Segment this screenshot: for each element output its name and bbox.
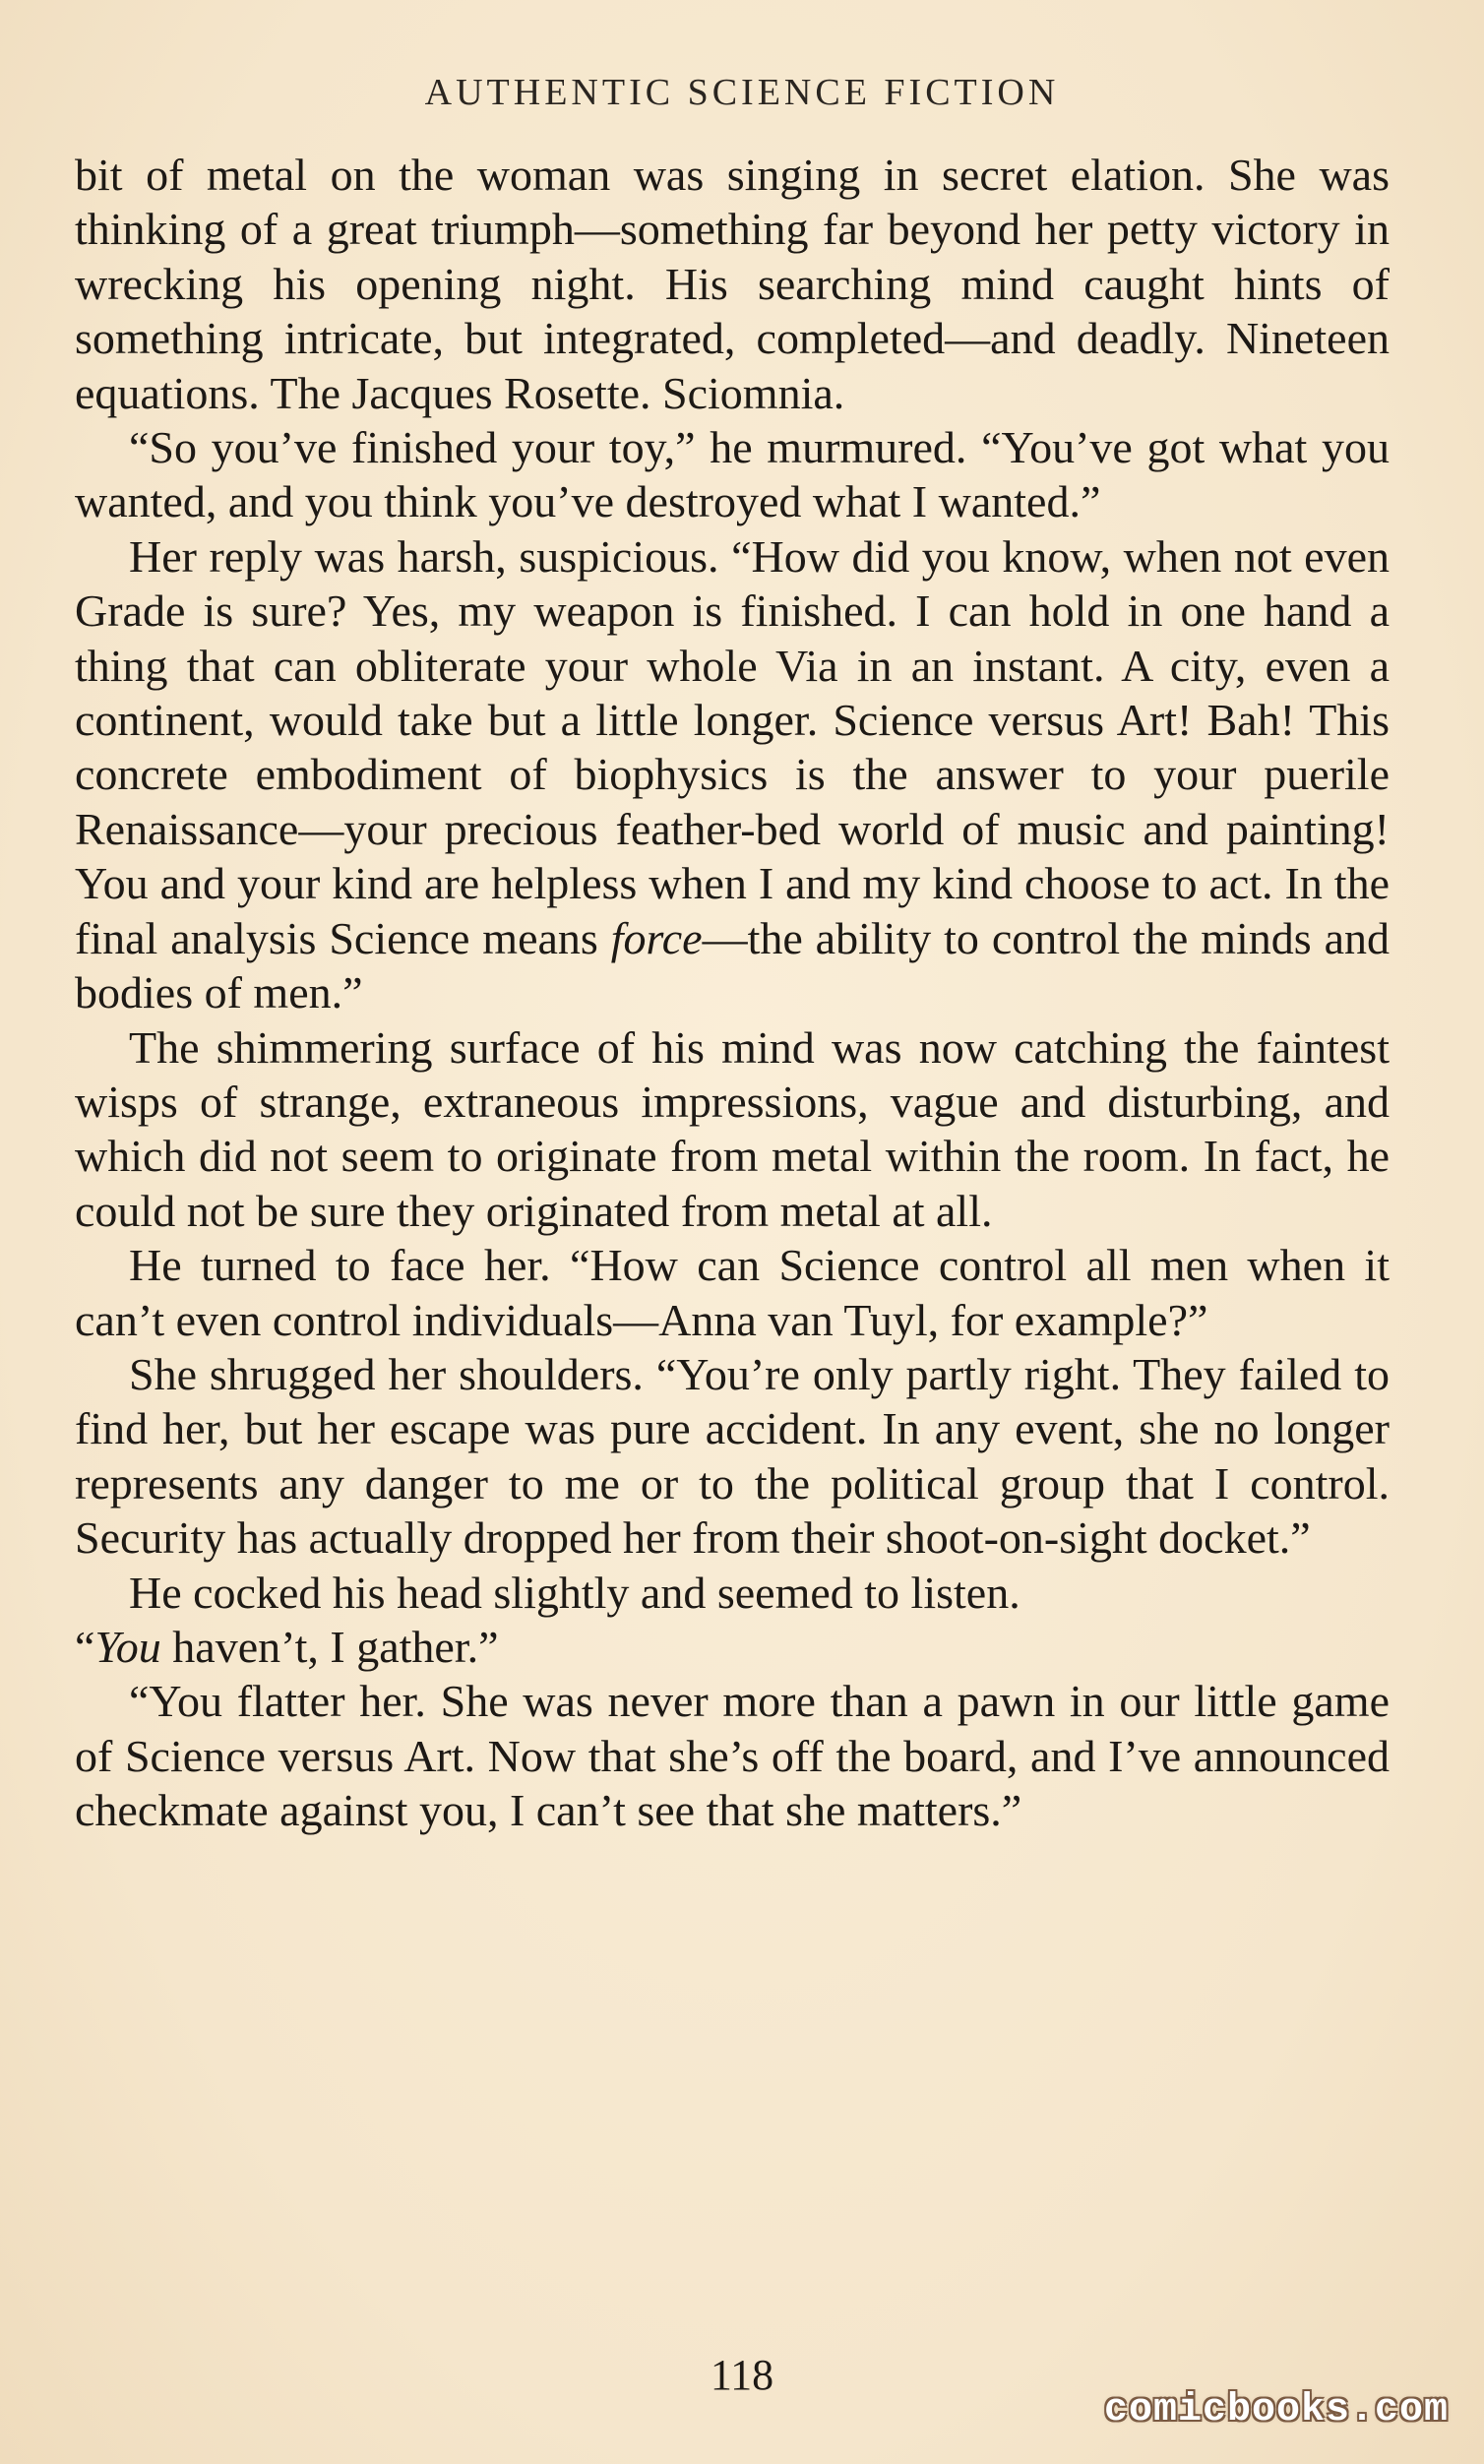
paragraph-2: “So you’ve finished your toy,” he murmured. “You’ve got what you wanted, and you think you’ve destroyed what I wanted.”	[75, 422, 1390, 527]
paragraph-7-emphasis: You	[94, 1621, 161, 1672]
paragraph-6: She shrugged her shoulders. “You’re only partly right. They failed to find her, but her escape was pure accident. In any event, she no longer represents any danger to me or to the political group that I control. Security has actually dropped her from their shoot-on-sight docket.”	[75, 1348, 1390, 1564]
paragraph-3-text-before: Her reply was harsh, suspicious. “How did you know, when not even Grade is sure? Yes, my weapon is finished. I can hold in one hand a thing that can obliterate your whole Via in an instant. A city, even a continent, would take but a little longer. Science versus Art! Bah! This concrete embodiment of biophysics is the answer to your puerile Renaissance—your precious feather-bed world of music and painting! You and your kind are helpless when I and my kind choose to act. In the final analysis Science means	[75, 530, 1390, 963]
paragraph-7-open-quote: “	[75, 1621, 95, 1672]
body-text	[75, 148, 1390, 1838]
paragraph-5: He turned to face her. “How can Science control all men when it can’t even control individuals—Anna van Tuyl, for example?”	[75, 1240, 1390, 1345]
paragraph-3	[75, 529, 1390, 1020]
watermark-logo: comicbooks.com	[1103, 2388, 1449, 2433]
running-head: AUTHENTIC SCIENCE FICTION	[424, 72, 1060, 113]
paragraph-3-text-after: —the ability to control the minds and bodies of men.”	[75, 912, 1391, 1018]
paragraph-7-rest: haven’t, I gather.”	[160, 1621, 499, 1672]
paragraph-1: bit of metal on the woman was singing in secret elation. She was thinking of a great triumph—something far beyond her petty victory in wrecking his opening night. His searching mind caught hints of something intricate, but integrated, completed—and deadly. Nineteen equations. The Jacques Rosette. Sciomnia.	[75, 150, 1390, 418]
paragraph-3-emphasis: force	[610, 912, 703, 963]
paragraph-8: “You flatter her. She was never more than a pawn in our little game of Science versus Art. Now that she’s off the board, and I’ve announced checkmate against you, I can’t see that she matters.”	[75, 1676, 1390, 1836]
page-number: 118	[710, 2351, 774, 2399]
paragraph-4: The shimmering surface of his mind was now catching the faintest wisps of strange, extraneous impressions, vague and disturbing, and which did not seem to originate from metal within the room. In fact, he could not be sure they originated from metal at all.	[75, 1021, 1390, 1236]
paragraph-7	[75, 1566, 1390, 1675]
paragraph-7-text: He cocked his head slightly and seemed to listen.	[129, 1567, 1020, 1618]
